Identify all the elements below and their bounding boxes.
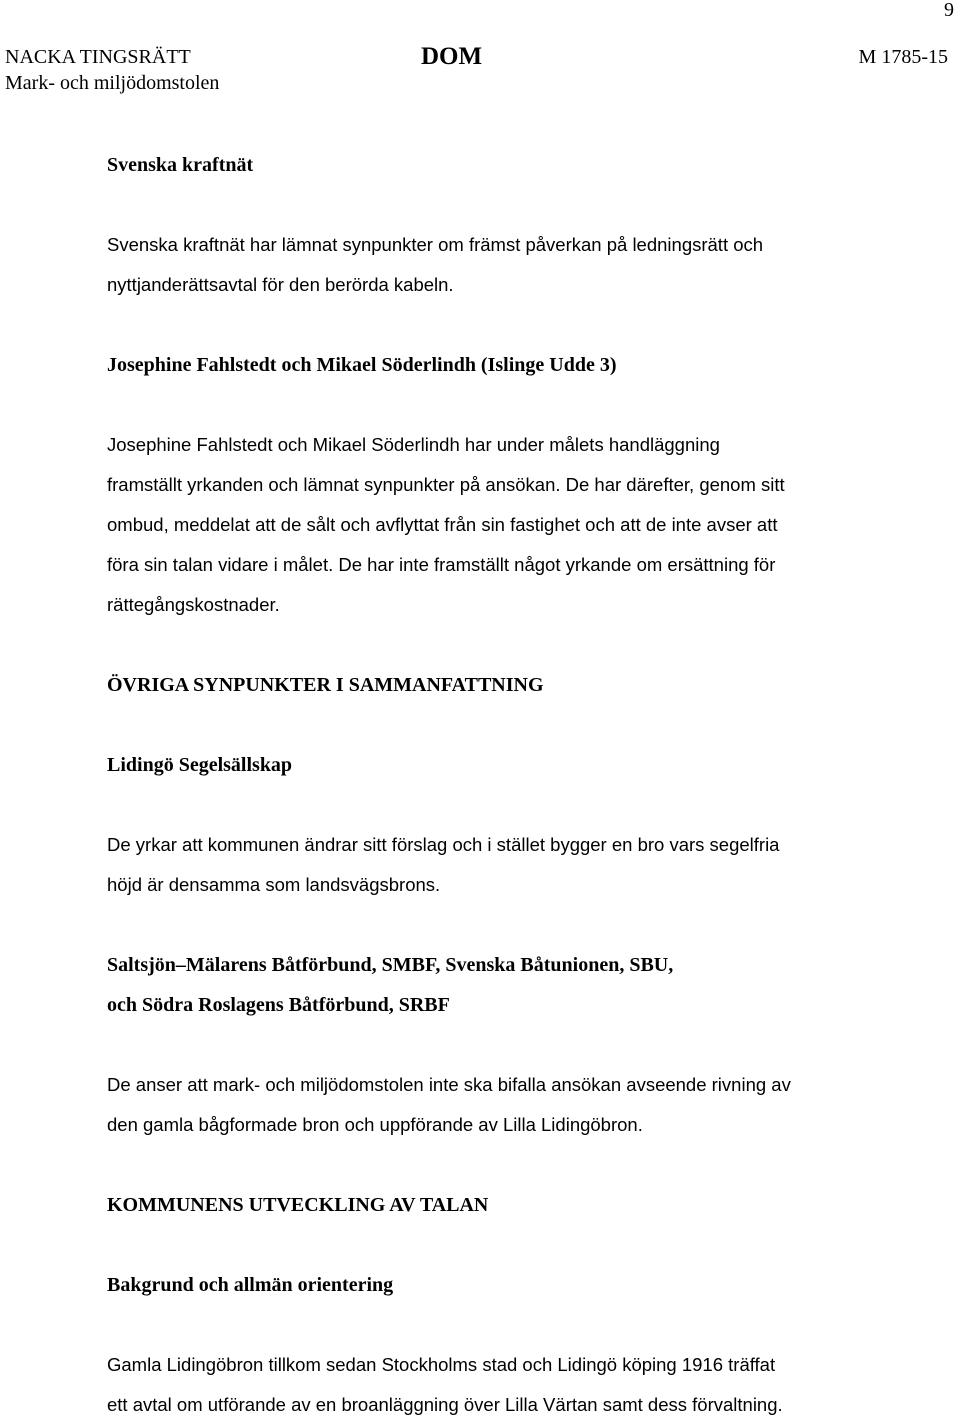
paragraph-line: nyttjanderättsavtal för den berörda kabeln. xyxy=(107,274,454,295)
paragraph-line: ett avtal om utförande av en broanläggning över Lilla Värtan samt dess förvaltning. xyxy=(107,1394,783,1415)
case-number: M 1785-15 xyxy=(858,46,948,68)
paragraph-line: den gamla bågformade bron och uppförande av Lilla Lidingöbron. xyxy=(107,1114,643,1135)
document-type: DOM xyxy=(421,43,483,70)
paragraph-line: rättegångskostnader. xyxy=(107,594,280,615)
heading-ovriga-synpunkter: ÖVRIGA SYNPUNKTER I SAMMANFATTNING xyxy=(107,674,544,696)
paragraph-line: Josephine Fahlstedt och Mikael Söderlindh har under målets handläggning xyxy=(107,434,720,455)
heading-batforbund: Saltsjön–Mälarens Båtförbund, SMBF, Svenska Båtunionen, SBU, xyxy=(107,954,674,976)
paragraph-line: Gamla Lidingöbron tillkom sedan Stockholms stad och Lidingö köping 1916 träffat xyxy=(107,1354,776,1375)
heading-fahlstedt: Josephine Fahlstedt och Mikael Söderlindh (Islinge Udde 3) xyxy=(107,354,617,376)
court-division: Mark- och miljödomstolen xyxy=(5,72,220,94)
court-name: NACKA TINGSRÄTT xyxy=(5,46,191,68)
paragraph-line: höjd är densamma som landsvägsbrons. xyxy=(107,874,441,895)
paragraph-line: Svenska kraftnät har lämnat synpunkter om främst påverkan på ledningsrätt och xyxy=(107,234,764,255)
heading-lidingo-segelsallskap: Lidingö Segelsällskap xyxy=(107,754,293,776)
document-body xyxy=(107,145,907,1425)
page-number: 9 xyxy=(944,0,954,21)
heading-bakgrund: Bakgrund och allmän orientering xyxy=(107,1274,394,1296)
document-header xyxy=(5,44,948,94)
paragraph-line: framställt yrkanden och lämnat synpunkter på ansökan. De har därefter, genom sitt xyxy=(107,474,785,495)
paragraph-line: De anser att mark- och miljödomstolen inte ska bifalla ansökan avseende rivning av xyxy=(107,1074,791,1095)
paragraph-line: föra sin talan vidare i målet. De har inte framställt något yrkande om ersättning för xyxy=(107,554,776,575)
heading-batforbund-cont: och Södra Roslagens Båtförbund, SRBF xyxy=(107,994,450,1016)
heading-kommunens-utveckling: KOMMUNENS UTVECKLING AV TALAN xyxy=(107,1194,489,1216)
heading-svenska-kraftnat: Svenska kraftnät xyxy=(107,154,254,176)
paragraph-line: De yrkar att kommunen ändrar sitt förslag och i stället bygger en bro vars segelfria xyxy=(107,834,780,855)
paragraph-line: ombud, meddelat att de sålt och avflyttat från sin fastighet och att de inte avser att xyxy=(107,514,778,535)
